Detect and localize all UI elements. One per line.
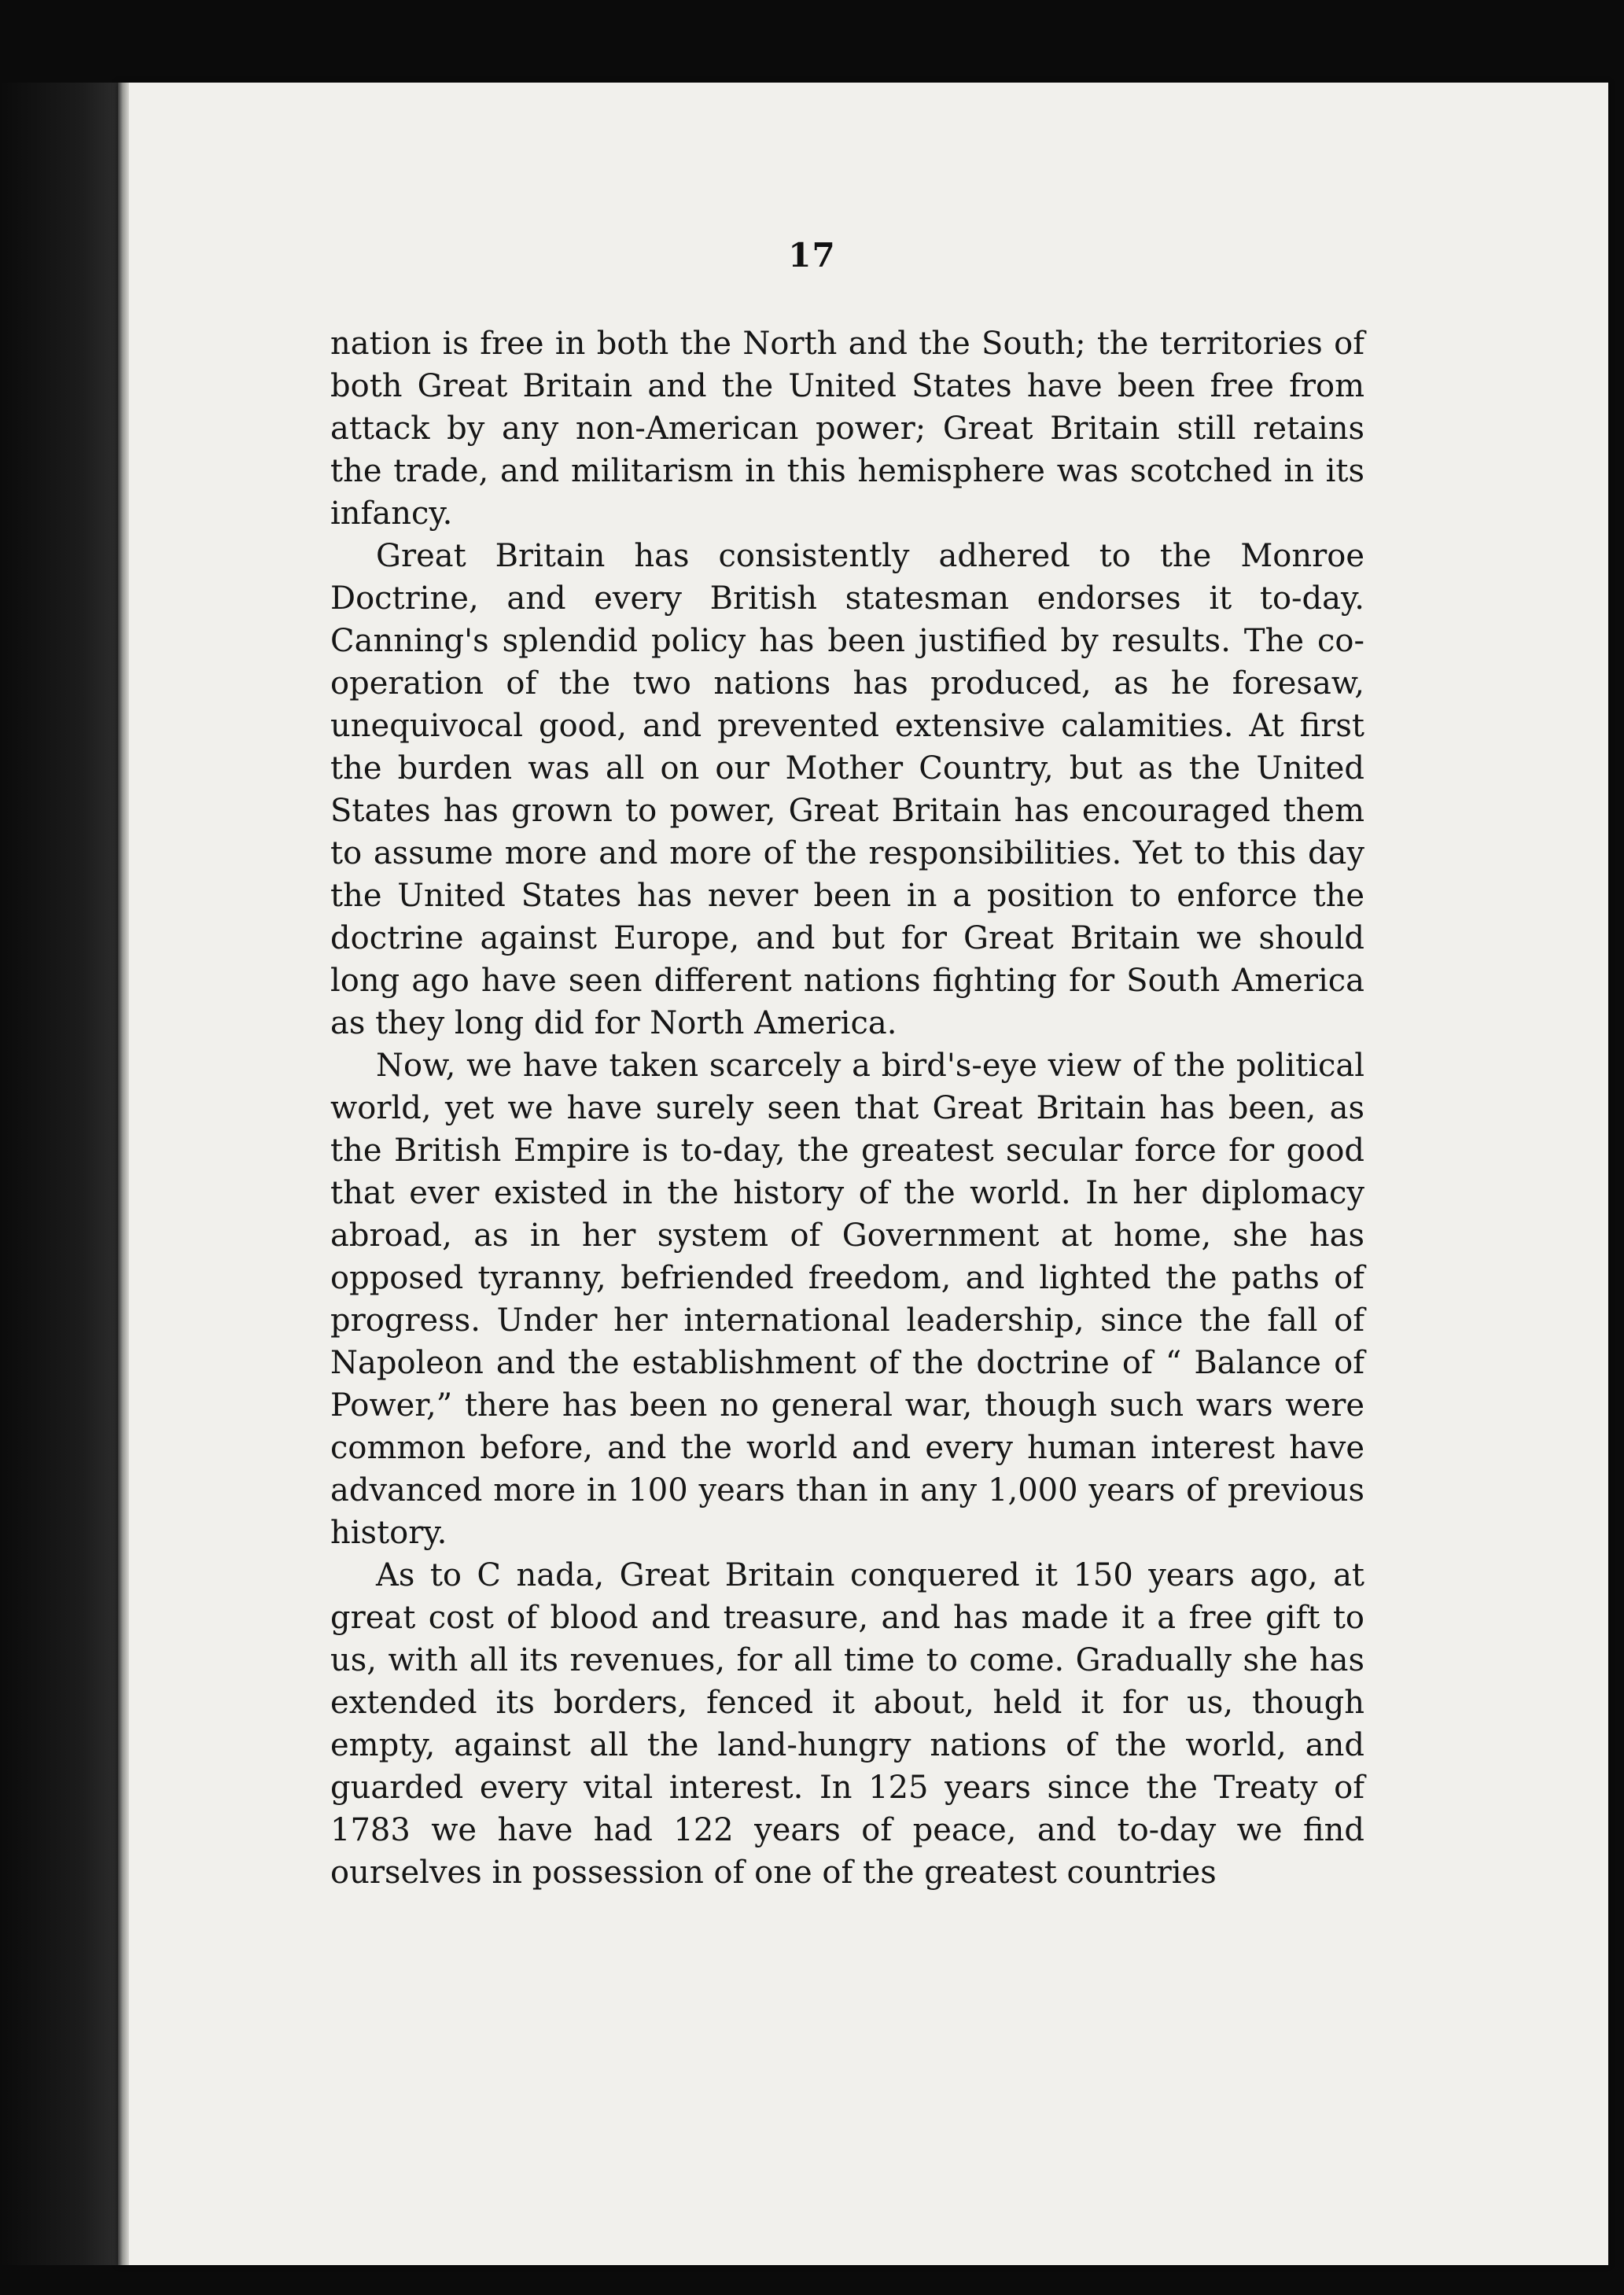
paragraph-political-world: Now, we have taken scarcely a bird's-eye view of the political world, yet we have surely seen that Great Britain has been, as the British Empire is to-day, the greatest secular force for good that ever existed in the history of the world. In her diplomacy abroad, as in her system of Government at home, she has opposed tyranny, befriended freedom, and lighted the paths of progress. Under her international leadership, since the fall of Napoleon and the establishment of the doctrine of “ Balance of Power,” there has been no general war, though such wars were common before, and the world and every human interest have advanced more in 100 years than in any 1,000 years of previous history. [330,1048,1364,1551]
paragraph-canada: As to C nada, Great Britain conquered it 150 years ago, at great cost of blood and treasure, and has made it a free gift to us, with all its revenues, for all time to come. Gradually she has extended its borders, fenced it about, held it for us, though empty, against all the land-hungry nations of the world, and guarded every vital interest. In 125 years since the Treaty of 1783 we have had 122 years of peace, and to-day we find ourselves in possession of one of the greatest countries [330,1557,1364,1891]
facing-page-shadow [0,83,118,2265]
paragraph-continued: nation is free in both the North and the South; the territories of both Great Britain and the United States have been free from attack by any non-American power; Great Britain still retains the trade, and militarism in this hemisphere was scotched in its infancy. [330,326,1364,532]
body-text [330,322,1364,1894]
paragraph-monroe-doctrine: Great Britain has consistently adhered to the Monroe Doctrine, and every British statesman endorses it to-day. Canning's splendid policy has been justified by results. The co-operation of the two nations has produced, as he foresaw, unequivocal good, and prevented extensive calamities. At first the burden was all on our Mother Country, but as the United States has grown to power, Great Britain has encouraged them to assume more and more of the responsibilities. Yet to this day the United States has never been in a position to enforce the doctrine against Europe, and but for Great Britain we should long ago have seen different nations fighting for South America as they long did for North America. [330,538,1364,1041]
book-spine-edge [118,83,129,2265]
page-number: 17 [788,236,836,274]
